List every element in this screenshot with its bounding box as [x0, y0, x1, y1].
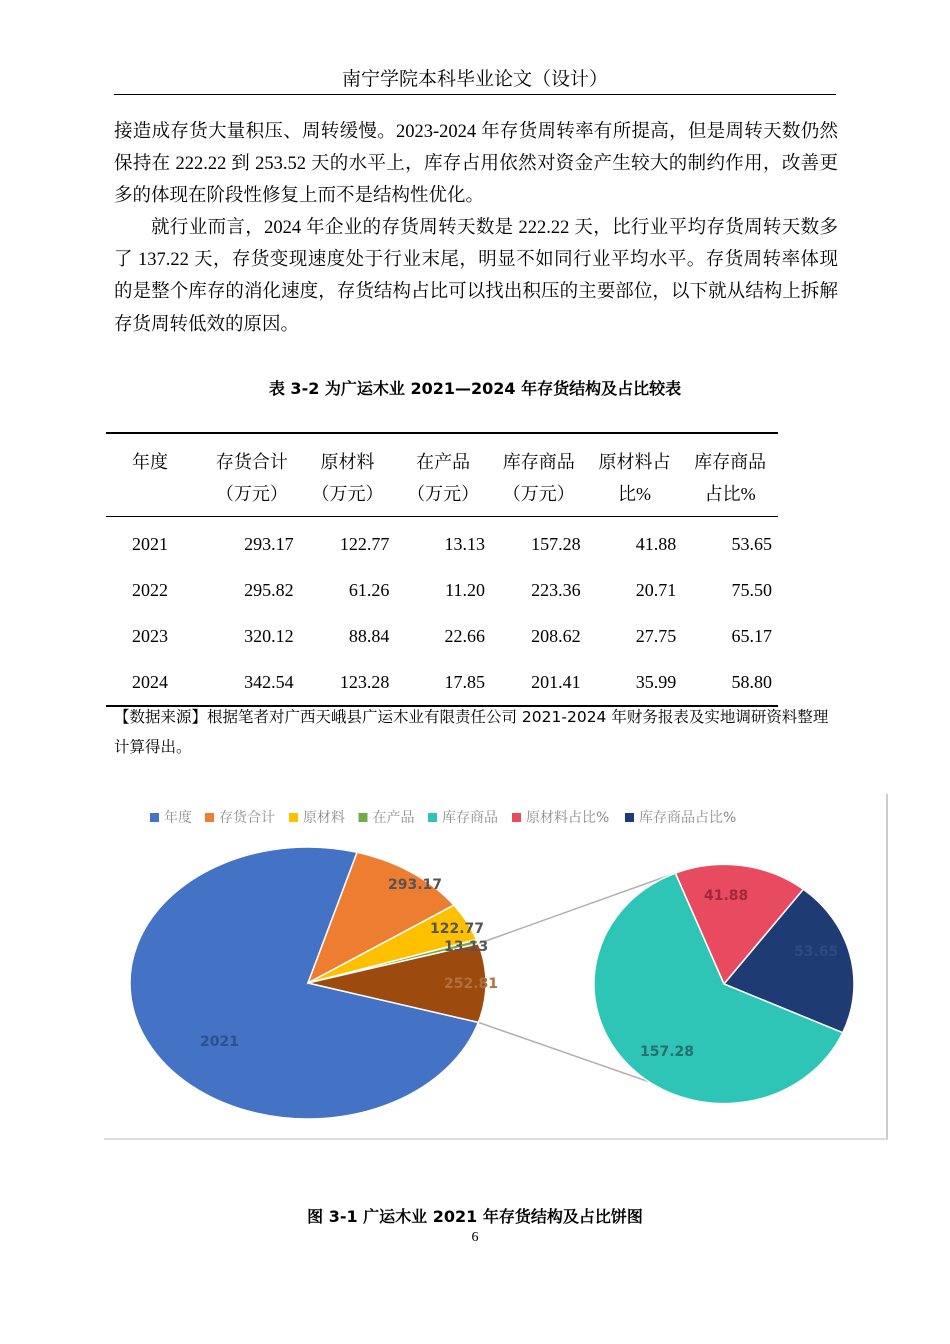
legend-swatch	[625, 813, 634, 822]
legend-swatch	[428, 813, 437, 822]
paragraph-1	[114, 116, 838, 213]
legend-label: 库存商品占比%	[639, 810, 737, 826]
header-finished-goods-ratio: 库存商品 占比%	[682, 433, 778, 517]
table-cell: 22.66	[444, 625, 485, 646]
main-pie-data-label: 2021	[200, 1034, 239, 1050]
pie-of-pie-chart	[104, 794, 886, 1138]
secondary-pie-data-label: 157.28	[640, 1044, 695, 1060]
header-raw-materials: 原材料 （万元）	[300, 433, 396, 517]
legend-swatch	[289, 813, 298, 822]
legend-label: 库存商品	[442, 810, 498, 826]
page-header: 南宁学院本科毕业论文（设计）	[114, 66, 836, 95]
table-cell: 2022	[132, 579, 168, 600]
main-pie	[130, 847, 498, 1119]
table-cell: 123.28	[339, 671, 390, 692]
table-cell: 2023	[132, 625, 168, 646]
table-cell: 35.99	[635, 671, 677, 692]
legend-label: 存货合计	[219, 810, 275, 826]
header-total-inventory: 存货合计 （万元）	[204, 433, 300, 517]
legend-swatch	[150, 813, 159, 822]
secondary-pie-data-label: 41.88	[704, 888, 749, 904]
table-cell: 208.62	[531, 625, 581, 646]
main-pie-data-label: 122.77	[430, 921, 485, 937]
table-cell: 223.36	[531, 579, 581, 600]
table-cell: 11.20	[445, 579, 485, 600]
table-cell: 53.65	[731, 533, 772, 554]
pie-chart-container	[104, 794, 888, 1140]
table-header-row	[106, 433, 778, 517]
legend-label: 年度	[164, 810, 192, 826]
table-row	[106, 567, 778, 613]
table-cell: 293.17	[244, 533, 294, 554]
header-work-in-progress: 在产品 （万元）	[395, 433, 491, 517]
table-cell: 122.77	[339, 533, 390, 554]
table-title: 表 3-2 为广运木业 2021—2024 年存货结构及占比较表	[268, 379, 682, 398]
legend-label: 原材料占比%	[526, 810, 610, 826]
page-number: 6	[471, 1230, 479, 1245]
table-cell: 201.41	[531, 671, 581, 692]
table-cell: 58.80	[731, 671, 772, 692]
header-year: 年度	[106, 433, 204, 517]
legend-swatch	[512, 813, 521, 822]
header-raw-materials-ratio: 原材料占 比%	[587, 433, 683, 517]
legend-label: 原材料	[303, 810, 345, 826]
paragraph-2	[114, 212, 838, 341]
figure-caption: 图 3-1 广运木业 2021 年存货结构及占比饼图	[307, 1207, 643, 1226]
main-pie-data-label: 252.81	[444, 976, 499, 992]
legend-swatch	[205, 813, 214, 822]
table-cell: 2021	[132, 533, 168, 554]
table-cell: 342.54	[244, 671, 294, 692]
paragraph-2-text: 就行业而言，2024 年企业的存货周转天数是 222.22 天，比行业平均存货周转天数多了 137.22 天，存货变现速度处于行业末尾，明显不如同行业平均水平。存货周转率体现的是整个库存的消化速度，存货结构占比可以找出积压的主要部位，以下就从结构上拆解存货周转低效的原因。	[114, 218, 838, 335]
data-source-note: 【数据来源】根据笔者对广西天峨县广运木业有限责任公司 2021-2024 年财务报表及实地调研资料整理计算得出。	[114, 708, 829, 756]
secondary-pie-data-label: 53.65	[794, 944, 839, 960]
header-finished-goods: 库存商品 （万元）	[491, 433, 587, 517]
paragraph-1-text: 接造成存货大量积压、周转缓慢。2023-2024 年存货周转率有所提高，但是周转天数仍然保持在 222.22 到 253.52 天的水平上，库存占用依然对资金产生较大的制约作用，改善更多的体现在阶段性修复上而不是结构性优化。	[114, 122, 838, 207]
table-cell: 2024	[132, 671, 168, 692]
table-cell: 75.50	[731, 579, 772, 600]
table-cell: 157.28	[531, 533, 581, 554]
table-row	[106, 613, 778, 659]
legend-label: 在产品	[372, 810, 415, 826]
secondary-pie	[594, 864, 854, 1103]
table-cell: 13.13	[444, 533, 485, 554]
chart-legend	[150, 809, 736, 826]
main-pie-data-label: 293.17	[388, 877, 443, 893]
table-cell: 295.82	[244, 579, 294, 600]
legend-swatch	[359, 813, 368, 822]
table-cell: 41.88	[635, 533, 677, 554]
table-cell: 27.75	[635, 625, 677, 646]
table-cell: 61.26	[348, 579, 390, 600]
main-pie-data-label: 13.13	[444, 939, 489, 955]
table-cell: 20.71	[635, 579, 677, 600]
table-cell: 17.85	[444, 671, 485, 692]
table-row	[106, 659, 778, 706]
table-cell: 88.84	[348, 625, 390, 646]
inventory-structure-table	[106, 432, 778, 707]
table-cell: 65.17	[731, 625, 772, 646]
table-row	[106, 517, 778, 568]
table-cell: 320.12	[244, 625, 294, 646]
